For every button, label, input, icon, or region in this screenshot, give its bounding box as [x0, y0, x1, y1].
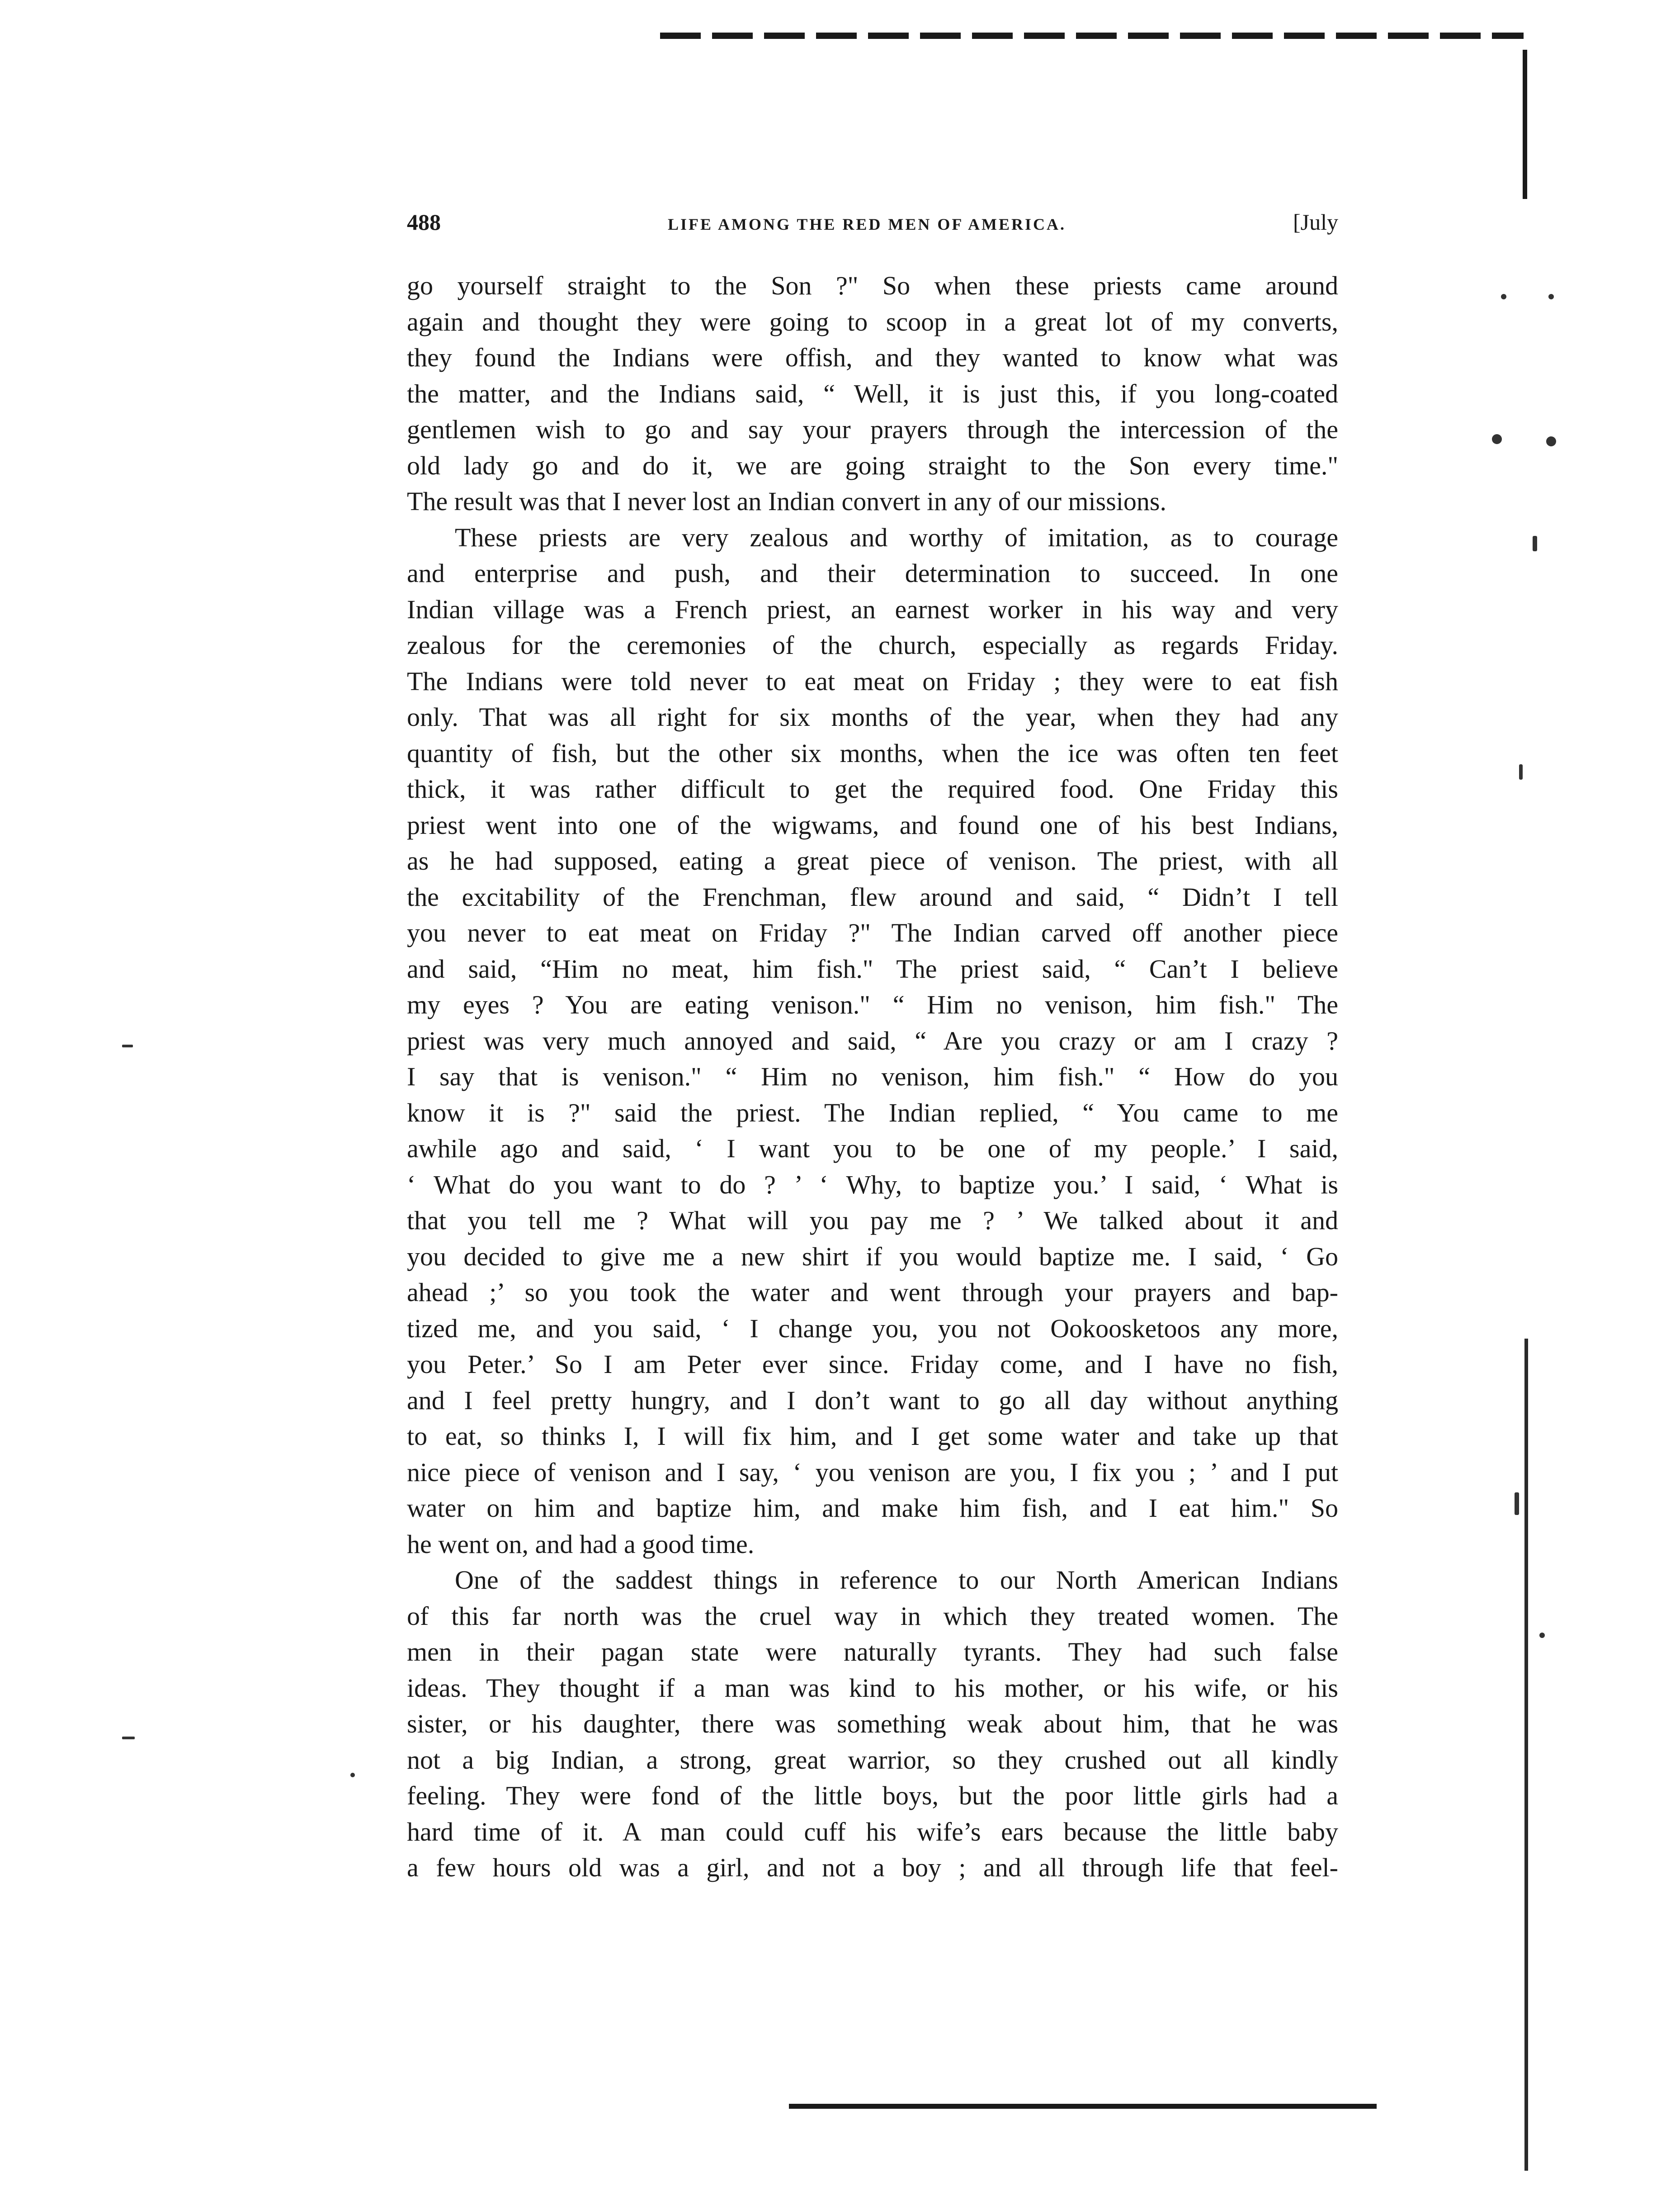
margin-speck: [1546, 436, 1556, 446]
text-line: tized me, and you said, ‘ I change you, you not Ookoosketoos any more,: [407, 1313, 1338, 1343]
text-line: old lady go and do it, we are going straight to the Son every time.": [407, 450, 1338, 480]
text-line: as he had supposed, eating a great piece of venison. The priest, with all: [407, 846, 1338, 876]
text-line: you Peter.’ So I am Peter ever since. Friday come, and I have no fish,: [407, 1349, 1338, 1379]
text-line: that you tell me ? What will you pay me ? ’ We talked about it and: [407, 1206, 1338, 1235]
text-line: water on him and baptize him, and make him fish, and I eat him." So: [407, 1493, 1338, 1523]
text-line: gentlemen wish to go and say your prayers through the intercession of the: [407, 415, 1338, 444]
margin-speck: [1519, 764, 1523, 780]
margin-speck: [1539, 1633, 1545, 1638]
margin-speck: [1548, 294, 1554, 299]
margin-speck: [122, 1737, 135, 1739]
text-line: only. That was all right for six months of the year, when they had any: [407, 702, 1338, 732]
text-line: and I feel pretty hungry, and I don’t want to go all day without anything: [407, 1385, 1338, 1415]
text-line: to eat, so thinks I, I will fix him, and I get some water and take up that: [407, 1421, 1338, 1451]
margin-speck: [1515, 1492, 1519, 1515]
text-line: ‘ What do you want to do ? ’ ‘ Why, to baptize you.’ I said, ‘ What is: [407, 1169, 1338, 1199]
text-line: The Indians were told never to eat meat on Friday ; they were to eat fish: [407, 666, 1338, 696]
text-line: priest went into one of the wigwams, and found one of his best Indians,: [407, 810, 1338, 840]
text-line: the matter, and the Indians said, “ Well, it is just this, if you long-coated: [407, 379, 1338, 408]
text-line: nice piece of venison and I say, ‘ you venison are you, I fix you ; ’ and I put: [407, 1457, 1338, 1487]
margin-speck: [1492, 434, 1502, 444]
running-head: [407, 209, 1338, 236]
text-line: you never to eat meat on Friday ?" The Indian carved off another piece: [407, 918, 1338, 947]
text-line: The result was that I never lost an Indian convert in any of our missions.: [407, 487, 1166, 516]
text-line: zealous for the ceremonies of the church, especially as regards Friday.: [407, 630, 1338, 660]
text-line: you decided to give me a new shirt if you would baptize me. I said, ‘ Go: [407, 1241, 1338, 1271]
text-line: he went on, and had a good time.: [407, 1529, 755, 1559]
page-number: 488: [407, 209, 441, 235]
text-line: Indian village was a French priest, an earnest worker in his way and very: [407, 594, 1338, 624]
running-title: LIFE AMONG THE RED MEN OF AMERICA.: [667, 215, 1067, 233]
text-line: ideas. They thought if a man was kind to his mother, or his wife, or his: [407, 1673, 1338, 1703]
margin-speck: [1501, 294, 1506, 299]
text-line: sister, or his daughter, there was something weak about him, that he was: [407, 1709, 1338, 1738]
text-line: of this far north was the cruel way in which they treated women. The: [407, 1601, 1338, 1631]
right-margin-mark: [1523, 50, 1527, 199]
text-line: the excitability of the Frenchman, flew around and said, “ Didn’t I tell: [407, 882, 1338, 912]
text-line: hard time of it. A man could cuff his wife’s ears because the little baby: [407, 1817, 1338, 1846]
text-line: again and thought they were going to scoop in a great lot of my converts,: [407, 307, 1338, 336]
text-line: know it is ?" said the priest. The Indian replied, “ You came to me: [407, 1098, 1338, 1127]
text-line: thick, it was rather difficult to get the required food. One Friday this: [407, 774, 1338, 804]
text-line: I say that is venison." “ Him no venison, him fish." “ How do you: [407, 1062, 1338, 1091]
text-line: and enterprise and push, and their determination to succeed. In one: [407, 559, 1338, 588]
text-line: my eyes ? You are eating venison." “ Him no venison, him fish." The: [407, 990, 1338, 1019]
text-line: men in their pagan state were naturally tyrants. They had such false: [407, 1637, 1338, 1666]
text-line: and said, “Him no meat, him fish." The priest said, “ Can’t I believe: [407, 954, 1338, 984]
text-line: These priests are very zealous and worthy of imitation, as to courage: [455, 522, 1338, 552]
text-line: ahead ;’ so you took the water and went through your prayers and bap-: [407, 1278, 1338, 1307]
margin-speck: [122, 1045, 133, 1047]
text-line: not a big Indian, a strong, great warrior, so they crushed out all kindly: [407, 1745, 1338, 1775]
text-line: a few hours old was a girl, and not a boy ; and all through life that feel-: [407, 1853, 1338, 1882]
text-line: feeling. They were fond of the little boys, but the poor little girls had a: [407, 1781, 1338, 1810]
text-line: One of the saddest things in reference to our North American Indians: [455, 1565, 1338, 1595]
text-line: quantity of fish, but the other six months, when the ice was often ten feet: [407, 738, 1338, 768]
running-month: [July: [1293, 209, 1338, 235]
top-scan-rule: [660, 33, 1524, 39]
text-line: go yourself straight to the Son ?" So when these priests came around: [407, 271, 1338, 300]
body-text: [407, 268, 1338, 1886]
margin-speck: [350, 1773, 355, 1777]
margin-speck: [1533, 536, 1537, 551]
text-line: they found the Indians were offish, and they wanted to know what was: [407, 343, 1338, 372]
bottom-scan-rule: [789, 2104, 1377, 2109]
right-margin-rule: [1524, 1339, 1528, 2171]
text-line: awhile ago and said, ‘ I want you to be one of my people.’ I said,: [407, 1134, 1338, 1163]
text-line: priest was very much annoyed and said, “ Are you crazy or am I crazy ?: [407, 1026, 1338, 1056]
